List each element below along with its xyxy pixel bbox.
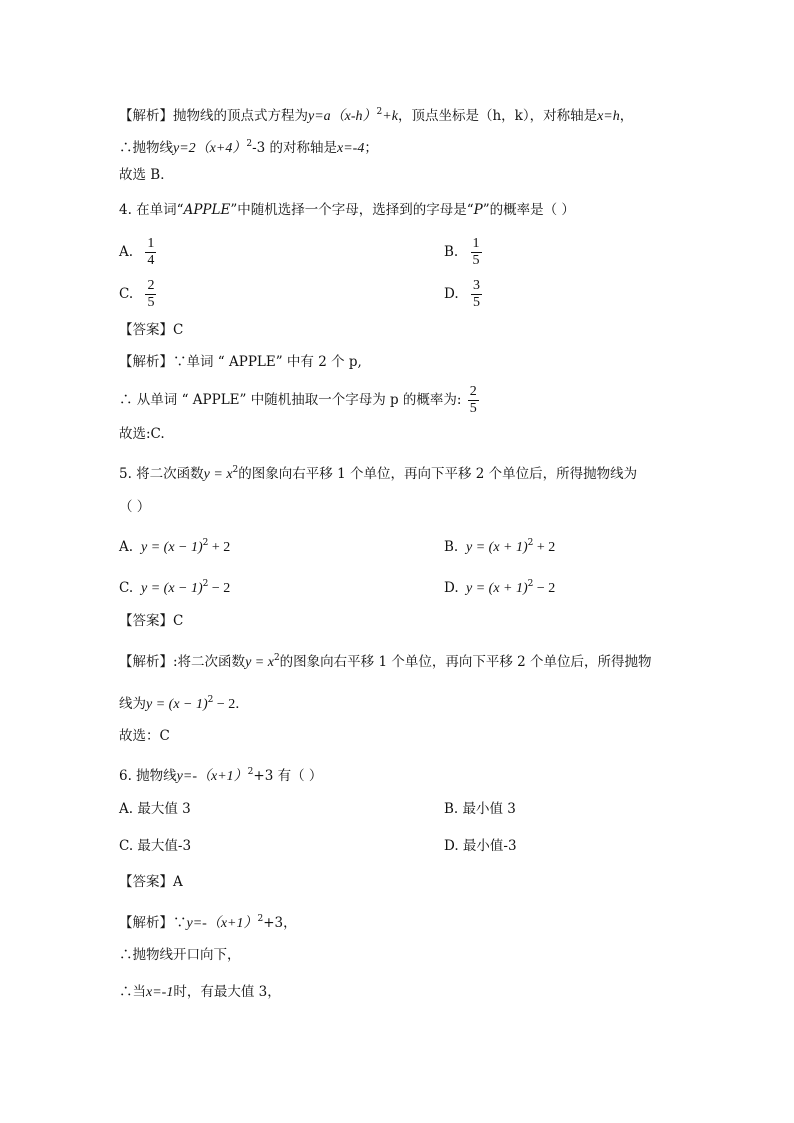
question-6: 6. 抛物线$y=-(x+1)^2+3$ 有（ ） [119, 767, 323, 784]
q6-option-c: C. 最大值-3 [119, 838, 192, 854]
q5-option-a: A. $y = (x - 1)^2 + 2$ [119, 538, 231, 555]
answer-6: 【答案】A [119, 874, 183, 890]
q6-option-d: D. 最小值-3 [444, 838, 517, 854]
q6-option-a: A. 最大值 3 [119, 801, 191, 817]
analysis-6-line-3: ∴当x=-1时，有最大值 3， [119, 984, 281, 1000]
analysis-5-line-3: 故选：C [119, 728, 170, 744]
analysis-tag: 【解析】 [119, 108, 173, 124]
q6-option-b: B. 最小值 3 [444, 801, 516, 817]
fraction: $\frac{1}{5}$ [472, 236, 480, 268]
analysis-5-line-2: 线为$y = (x - 1)^2 - 2$． [119, 695, 249, 712]
analysis-6-line-1: 【解析】$\because y=-(x+1)^2+3$， [119, 914, 297, 931]
fraction: $\frac{2}{5}$ [147, 278, 155, 310]
answer-5: 【答案】C [119, 613, 184, 629]
q4-option-a: A. $\frac{1}{4}$ [119, 236, 155, 268]
fraction: $\frac{3}{5}$ [472, 278, 480, 310]
q5-option-d: D. $y = (x + 1)^2 - 2$ [444, 579, 556, 596]
q5-option-b: B. $y = (x + 1)^2 + 2$ [444, 538, 556, 555]
q4-option-d: D. $\frac{3}{5}$ [444, 278, 480, 310]
q4-option-b: B. $\frac{1}{5}$ [444, 236, 480, 268]
analysis-4-line-3: 故选:C. [119, 426, 165, 442]
analysis-line-axis: ∴抛物线$y=2(x+4)^2-3$ 的对称轴是x=-4； [119, 139, 378, 156]
answer-choice-line: 故选 B． [119, 167, 174, 183]
answer-4: 【答案】C [119, 322, 184, 338]
fraction: $\frac{2}{5}$ [469, 384, 477, 416]
question-4: 4. 在单词“APPLE”中随机选择一个字母，选择到的字母是“P”的概率是（ ） [119, 202, 575, 218]
q5-option-c: C. $y = (x - 1)^2 - 2$ [119, 579, 231, 596]
q4-option-c: C. $\frac{2}{5}$ [119, 278, 155, 310]
fraction: $\frac{1}{4}$ [147, 236, 155, 268]
analysis-6-line-2: ∴抛物线开口向下， [119, 947, 241, 963]
analysis-line-vertex-form: 【解析】抛物线的顶点式方程为$y=a(x-h)^2+k$，顶点坐标是（h，k），对称轴是x=h， [119, 107, 634, 124]
analysis-5-line-1: 【解析】:将二次函数$y = x^2$的图象向右平移 1 个单位，再向下平移 2 个单位后，所得抛物 [119, 653, 652, 670]
question-5-paren: （ ） [119, 499, 151, 515]
analysis-4-line-1: 【解析】∵单词 “ APPLE” 中有 2 个 p, [119, 354, 362, 370]
analysis-4-line-2: ∴ 从单词 “ APPLE” 中随机抽取一个字母为 p 的概率为: $\frac{2}{5}$ [119, 384, 477, 416]
question-5: 5. 将二次函数$y = x^2$的图象向右平移 1 个单位，再向下平移 2 个单位后，所得抛物线为 [119, 465, 638, 482]
